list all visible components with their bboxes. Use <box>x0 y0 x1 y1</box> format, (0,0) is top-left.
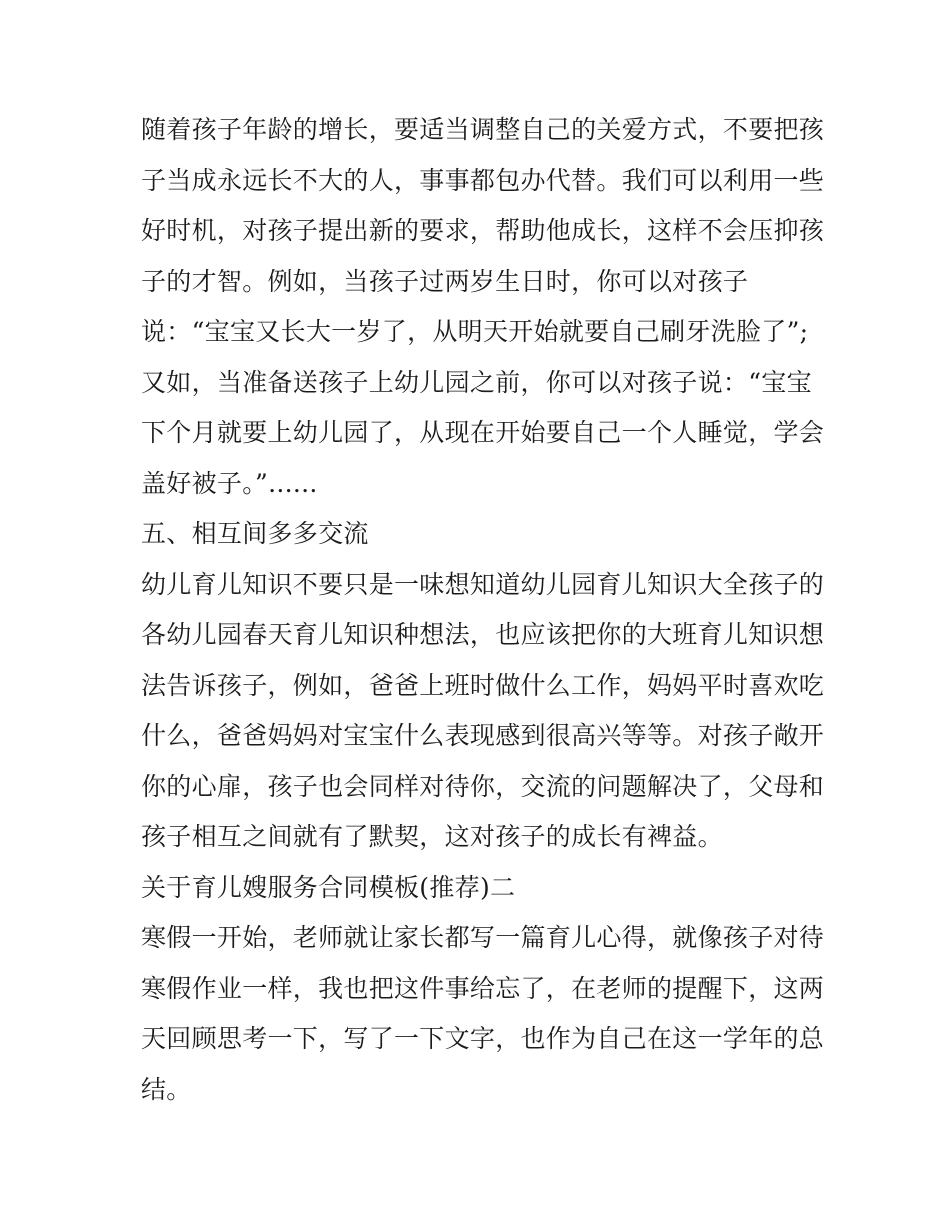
text-line: 天回顾思考一下，写了一下文字，也作为自己在这一学年的总 <box>141 1024 825 1053</box>
text-line: 说：“宝宝又长大一岁了，从明天开始就要自己刷牙洗脸了”; <box>141 317 809 346</box>
text-line: 幼儿育儿知识不要只是一味想知道幼儿园育儿知识大全孩子的 <box>141 569 825 599</box>
document-body <box>141 105 825 1115</box>
text-line: 你的心扉，孩子也会同样对待你，交流的问题解决了，父母和 <box>141 771 825 801</box>
text-line: 各幼儿园春天育儿知识种想法，也应该把你的大班育儿知识想 <box>141 620 825 649</box>
document-title-line: 关于育儿嫂服务合同模板(推荐)二 <box>141 872 516 902</box>
text-line: 孩子相互之间就有了默契，这对孩子的成长有裨益。 <box>141 822 723 851</box>
text-line: 结。 <box>141 1074 192 1104</box>
section-heading: 五、相互间多多交流 <box>141 519 369 548</box>
text-line: 随着孩子年龄的增长，要适当调整自己的关爱方式，不要把孩 <box>141 115 825 144</box>
text-line: 什么，爸爸妈妈对宝宝什么表现感到很高兴等等。对孩子敞开 <box>141 721 825 750</box>
text-line: 子当成永远长不大的人，事事都包办代替。我们可以利用一些 <box>141 165 825 195</box>
text-line: 寒假一开始，老师就让家长都写一篇育儿心得，就像孩子对待 <box>141 923 825 952</box>
text-line: 法告诉孩子，例如，爸爸上班时做什么工作，妈妈平时喜欢吃 <box>141 670 825 700</box>
text-line: 好时机，对孩子提出新的要求，帮助他成长，这样不会压抑孩 <box>141 216 825 245</box>
text-line: 寒假作业一样，我也把这件事给忘了，在老师的提醒下，这两 <box>141 973 825 1003</box>
text-line: 盖好被子。”...... <box>141 468 318 498</box>
text-line: 又如，当准备送孩子上幼儿园之前，你可以对孩子说：“宝宝 <box>141 367 812 397</box>
text-line: 子的才智。例如，当孩子过两岁生日时，你可以对孩子 <box>141 266 749 296</box>
text-line: 下个月就要上幼儿园了，从现在开始要自己一个人睡觉，学会 <box>141 418 825 447</box>
